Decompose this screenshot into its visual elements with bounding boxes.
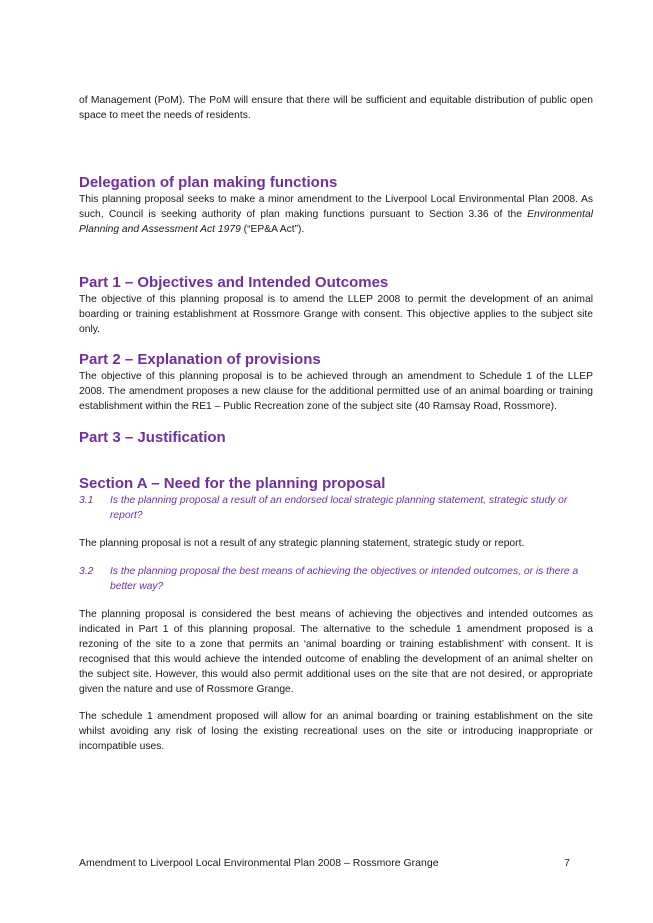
delegation-text-before: This planning proposal seeks to make a minor amendment to the Liverpool Local Environmental Plan 2008. As such, Council is seeking authority of plan making functions pursuant to Section 3.36 of the [79, 194, 593, 220]
question-number: 3.1 [79, 495, 94, 506]
answer-3-2-continued: The schedule 1 amendment proposed will allow for an animal boarding or training establishment on the site whilst avoiding any risk of losing the existing recreational uses on the site or introducing inappropriate or incompatible uses. [79, 711, 593, 752]
page-footer [79, 856, 570, 870]
question-text: Is the planning proposal the best means of achieving the objectives or intended outcomes, or is there a better way? [110, 566, 579, 592]
question-3-1 [79, 493, 593, 523]
question-number: 3.2 [79, 566, 94, 577]
act-name: Environmental Planning and Assessment Act 1979 [79, 209, 593, 235]
question-text: Is the planning proposal a result of an endorsed local strategic planning statement, strategic study or report? [110, 495, 568, 521]
delegation-paragraph [79, 192, 593, 237]
part1-paragraph: The objective of this planning proposal is to amend the LLEP 2008 to permit the development of an animal boarding or training establishment at Rossmore Grange with consent. This objective applies to the subject site only. [79, 294, 593, 335]
part2-heading: Part 2 – Explanation of provisions [79, 351, 321, 368]
delegation-text-after: (“EP&A Act”). [240, 224, 305, 235]
page-number: 7 [564, 857, 570, 869]
footer-title: Amendment to Liverpool Local Environmental Plan 2008 – Rossmore Grange [79, 857, 439, 869]
document-body [79, 93, 593, 754]
part3-heading: Part 3 – Justification [79, 429, 226, 446]
answer-3-1: The planning proposal is not a result of any strategic planning statement, strategic study or report. [79, 538, 525, 549]
question-3-2 [79, 564, 593, 594]
part2-paragraph: The objective of this planning proposal is to be achieved through an amendment to Schedule 1 of the LLEP 2008. The amendment proposes a new clause for the additional permitted use of an animal boarding or training establishment within the RE1 – Public Recreation zone of the subject site (40 Ramsay Road, Rossmore). [79, 371, 593, 412]
section-a-heading: Section A – Need for the planning proposal [79, 475, 386, 492]
part1-heading: Part 1 – Objectives and Intended Outcomes [79, 274, 389, 291]
intro-paragraph: of Management (PoM). The PoM will ensure that there will be sufficient and equitable distribution of public open space to meet the needs of residents. [79, 95, 593, 121]
delegation-heading: Delegation of plan making functions [79, 174, 338, 191]
answer-3-2: The planning proposal is considered the best means of achieving the objectives and intended outcomes as indicated in Part 1 of this planning proposal. The alternative to the schedule 1 amendment proposed is a rezoning of the site to a zone that permits an ‘animal boarding or training establishment’ with consent. It is recognised that this would achieve the intended outcome of enabling the development of an animal shelter on the subject site. However, this would also permit additional uses on the site that are not desired, or appropriate given the nature and use of Rossmore Grange. [79, 609, 593, 695]
